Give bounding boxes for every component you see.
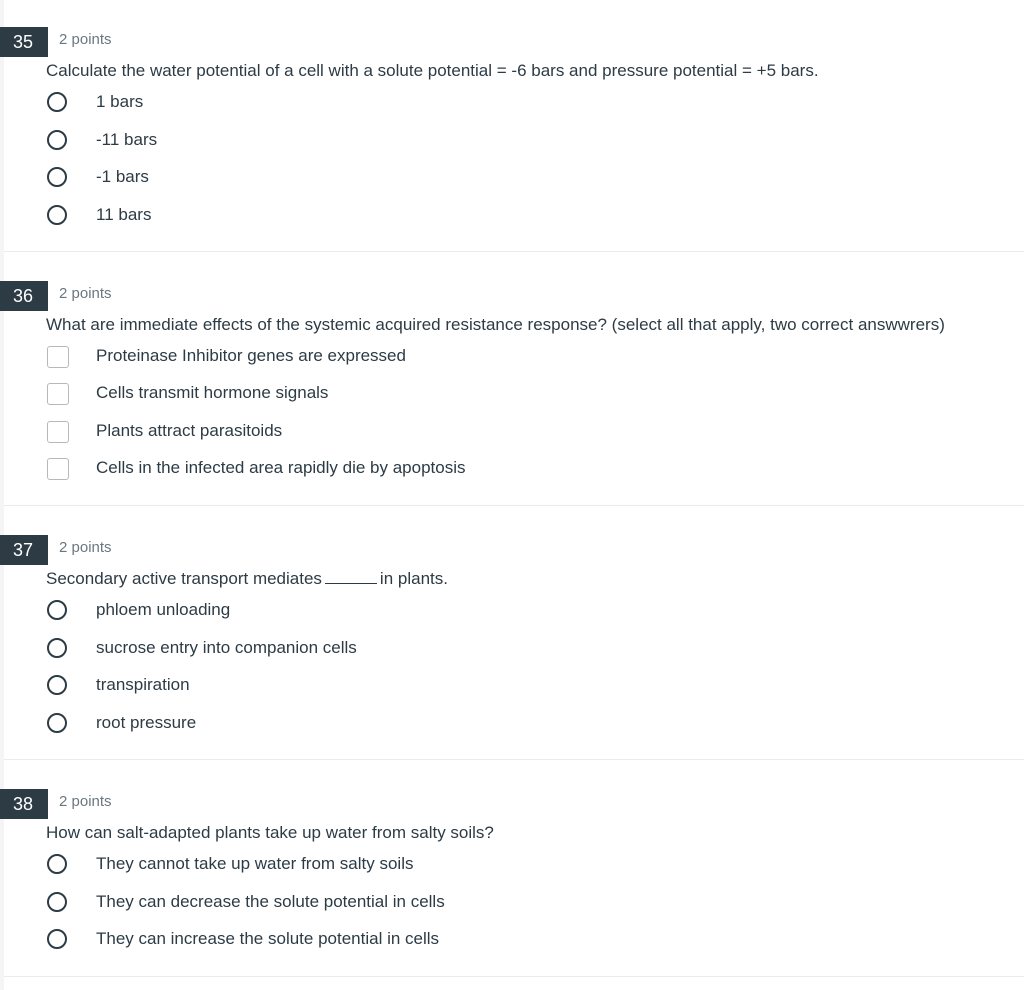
answer-option[interactable] xyxy=(46,204,946,230)
radio-button[interactable] xyxy=(47,638,67,658)
question-35 xyxy=(0,0,1024,254)
option-label[interactable]: -11 bars xyxy=(96,130,158,149)
question-prompt: How can salt-adapted plants take up water from salty soils? xyxy=(46,823,494,842)
radio-button[interactable] xyxy=(47,130,67,150)
checkbox[interactable] xyxy=(47,421,69,443)
answer-option[interactable] xyxy=(46,420,946,446)
question-prompt: Calculate the water potential of a cell with a solute potential = -6 bars and pressure potential = +5 bars. xyxy=(46,61,819,80)
radio-button[interactable] xyxy=(47,892,67,912)
option-label[interactable]: They can increase the solute potential in cells xyxy=(96,929,440,948)
answer-option[interactable] xyxy=(46,91,946,117)
answer-option[interactable] xyxy=(46,637,946,663)
option-label[interactable]: They can decrease the solute potential in cells xyxy=(96,892,445,911)
answer-option[interactable] xyxy=(46,129,946,155)
question-38 xyxy=(0,762,1024,990)
answer-option[interactable] xyxy=(46,928,946,954)
answer-option[interactable] xyxy=(46,457,946,483)
option-label[interactable]: Proteinase Inhibitor genes are expressed xyxy=(96,346,406,365)
question-divider xyxy=(4,251,1024,252)
radio-button[interactable] xyxy=(47,92,67,112)
question-prompt xyxy=(46,569,448,589)
answer-option[interactable] xyxy=(46,853,946,879)
option-label[interactable]: Plants attract parasitoids xyxy=(96,421,283,440)
radio-button[interactable] xyxy=(47,675,67,695)
radio-button[interactable] xyxy=(47,205,67,225)
option-label[interactable]: sucrose entry into companion cells xyxy=(96,638,357,657)
question-divider xyxy=(4,505,1024,506)
checkbox[interactable] xyxy=(47,346,69,368)
question-number: 37 xyxy=(0,535,48,565)
question-divider xyxy=(4,759,1024,760)
radio-button[interactable] xyxy=(47,854,67,874)
option-label[interactable]: Cells transmit hormone signals xyxy=(96,383,329,402)
option-label[interactable]: transpiration xyxy=(96,675,190,694)
question-points: 2 points xyxy=(59,285,112,302)
prompt-text-after: in plants. xyxy=(379,569,448,588)
option-label[interactable]: phloem unloading xyxy=(96,600,231,619)
question-points: 2 points xyxy=(59,31,112,48)
option-label[interactable]: They cannot take up water from salty soils xyxy=(96,854,414,873)
prompt-text-before: Secondary active transport mediates xyxy=(46,569,322,588)
question-number: 38 xyxy=(0,789,48,819)
answer-option[interactable] xyxy=(46,891,946,917)
option-label[interactable]: root pressure xyxy=(96,713,197,732)
question-36 xyxy=(0,254,1024,508)
question-37 xyxy=(0,508,1024,762)
answer-option[interactable] xyxy=(46,166,946,192)
answer-option[interactable] xyxy=(46,674,946,700)
radio-button[interactable] xyxy=(47,600,67,620)
answer-option[interactable] xyxy=(46,382,946,408)
answer-option[interactable] xyxy=(46,345,946,371)
option-label[interactable]: 11 bars xyxy=(96,205,152,224)
fill-in-blank xyxy=(325,569,377,584)
question-prompt: What are immediate effects of the systemic acquired resistance response? (select all that apply, two correct answwrers) xyxy=(46,315,945,334)
question-points: 2 points xyxy=(59,793,112,810)
option-label[interactable]: 1 bars xyxy=(96,92,144,111)
question-points: 2 points xyxy=(59,539,112,556)
question-divider xyxy=(4,976,1024,977)
question-number: 36 xyxy=(0,281,48,311)
answer-option[interactable] xyxy=(46,712,946,738)
question-number: 35 xyxy=(0,27,48,57)
option-label[interactable]: -1 bars xyxy=(96,167,149,186)
option-label[interactable]: Cells in the infected area rapidly die by apoptosis xyxy=(96,458,466,477)
radio-button[interactable] xyxy=(47,713,67,733)
checkbox[interactable] xyxy=(47,458,69,480)
answer-option[interactable] xyxy=(46,599,946,625)
radio-button[interactable] xyxy=(47,167,67,187)
checkbox[interactable] xyxy=(47,383,69,405)
radio-button[interactable] xyxy=(47,929,67,949)
